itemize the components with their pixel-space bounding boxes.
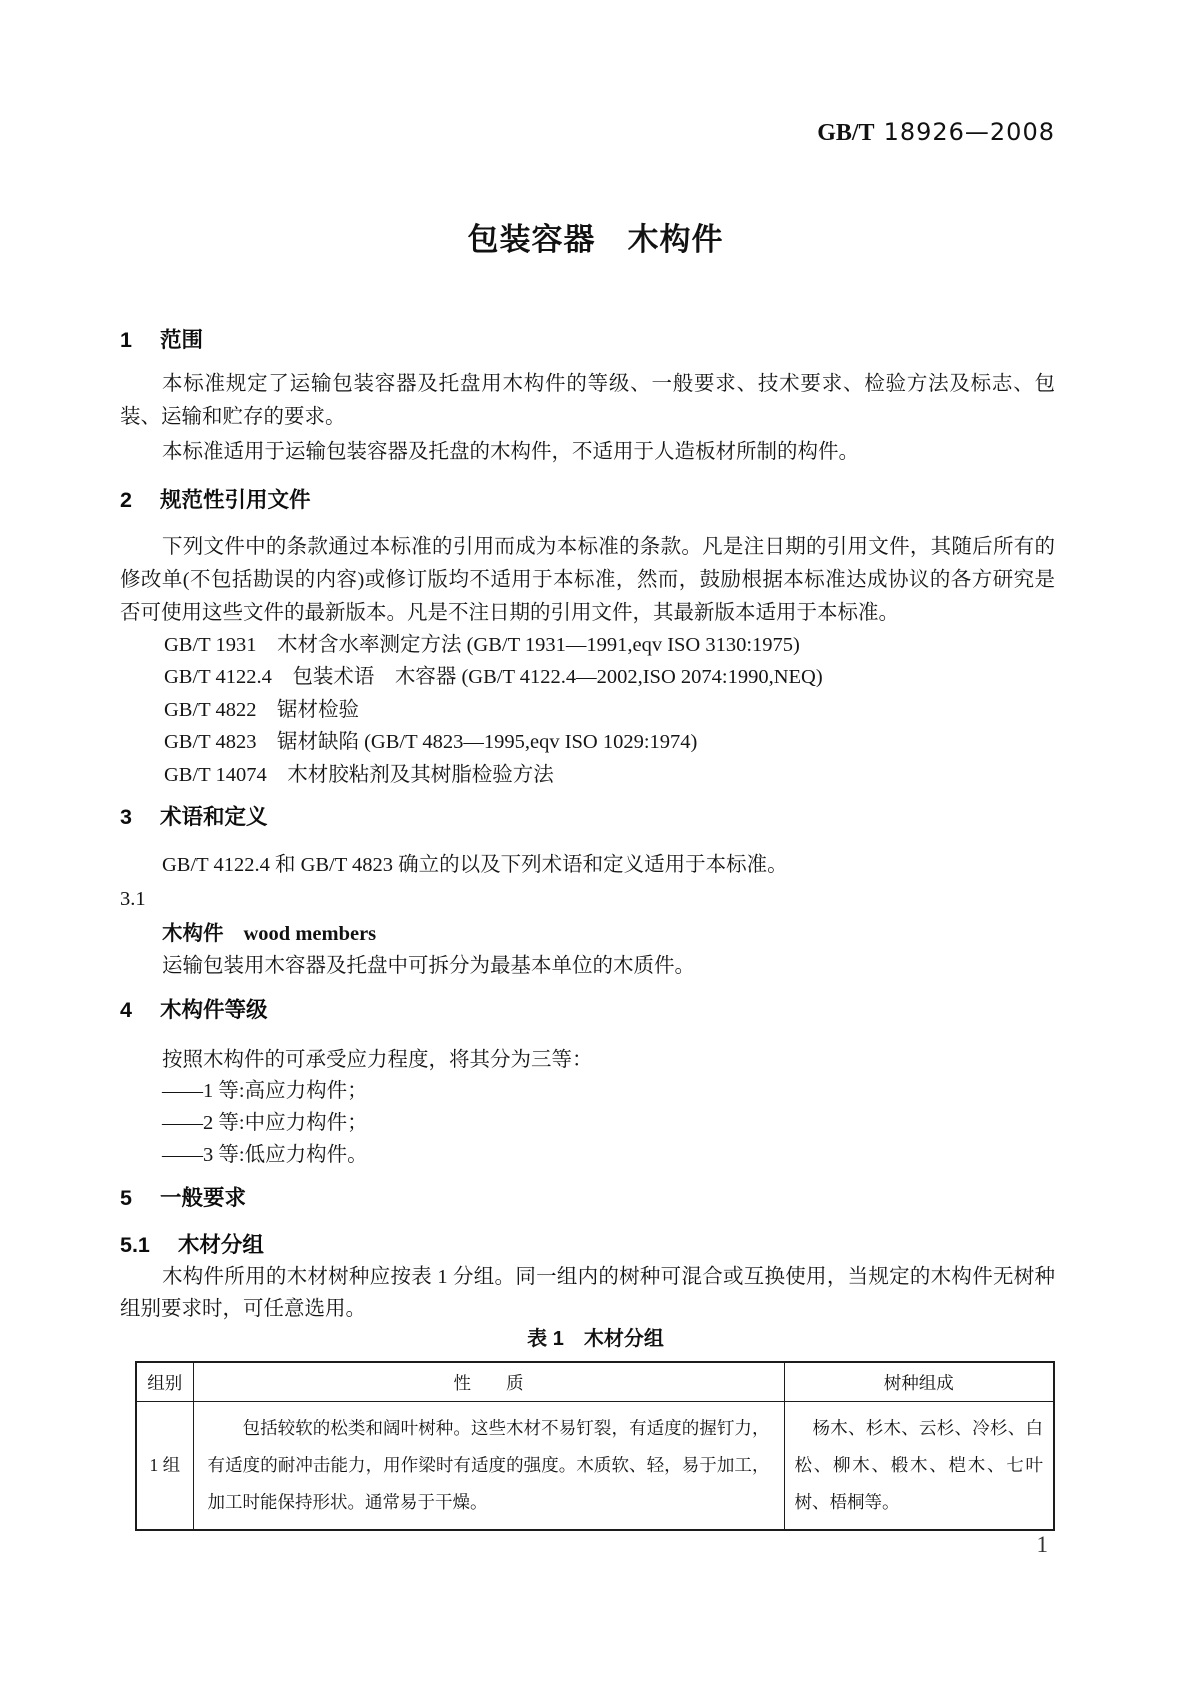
section-4-title: 木构件等级: [159, 998, 268, 1022]
section-1-number: 1: [120, 328, 132, 352]
grade-item-3: ——3 等:低应力构件。: [162, 1144, 368, 1166]
section-4-number: 4: [120, 998, 132, 1022]
section-1-heading: [120, 327, 203, 353]
wood-grouping-table: [135, 1361, 1055, 1531]
table-cell-species: 杨木、杉木、云杉、冷杉、白松、柳木、椴木、桤木、七叶树、梧桐等。: [784, 1402, 1054, 1531]
section-1-title: 范围: [159, 328, 203, 352]
grade-item-1: ——1 等:高应力构件；: [162, 1080, 368, 1102]
section-2-number: 2: [120, 488, 132, 512]
grade-item-2: ——2 等:中应力构件；: [162, 1112, 368, 1134]
section-5-title: 一般要求: [159, 1186, 246, 1210]
page-number: 1: [1036, 1532, 1048, 1557]
table-row: [136, 1402, 1054, 1531]
grade-list: [120, 1075, 368, 1171]
reference-item: GB/T 1931 木材含水率测定方法 (GB/T 1931—1991,eqv ISO 3130:1975): [164, 634, 800, 656]
table-header-species: 树种组成: [784, 1362, 1054, 1402]
section-4-intro: 按照木构件的可承受应力程度，将其分为三等：: [162, 1049, 593, 1071]
table-header-row: [136, 1362, 1054, 1402]
section-5-number: 5: [120, 1186, 132, 1210]
section-5-heading: [120, 1185, 246, 1211]
reference-item: GB/T 4822 锯材检验: [164, 698, 359, 721]
table-cell-property: 包括较软的松类和阔叶树种。这些木材不易钉裂，有适度的握钉力，有适度的耐冲击能力，用作梁时有适度的强度。木质软、轻，易于加工，加工时能保持形状。通常易于干燥。: [193, 1402, 784, 1531]
clause-3-1-number: 3.1: [120, 888, 146, 910]
term-chinese: 木构件: [162, 922, 224, 945]
reference-item: GB/T 4122.4 包装术语 木容器 (GB/T 4122.4—2002,ISO 2074:1990,NEQ): [164, 666, 823, 689]
section-1-paragraph-1: 本标准规定了运输包装容器及托盘用木构件的等级、一般要求、技术要求、检验方法及标志、包装、运输和贮存的要求。: [120, 373, 1055, 428]
term-english: wood members: [243, 923, 377, 945]
section-2-intro: 下列文件中的条款通过本标准的引用而成为本标准的条款。凡是注日期的引用文件，其随后所有的修改单(不包括勘误的内容)或修订版均不适用于本标准，然而，鼓励根据本标准达成协议的各方研究是否可使用这些文件的最新版本。凡是不注日期的引用文件，其最新版本适用于本标准。: [120, 536, 1055, 624]
term-definition-text: 运输包装用木容器及托盘中可拆分为最基本单位的木质件。: [162, 955, 695, 977]
table-1-caption: 表 1 木材分组: [527, 1328, 664, 1350]
normative-references-list: [120, 629, 823, 791]
standard-code: [817, 118, 1055, 147]
section-3-intro: GB/T 4122.4 和 GB/T 4823 确立的以及下列术语和定义适用于本标准。: [162, 854, 788, 876]
section-1-paragraph-2: 本标准适用于运输包装容器及托盘的木构件，不适用于人造板材所制的构件。: [162, 441, 859, 463]
section-3-title: 术语和定义: [159, 805, 268, 829]
clause-5-1-heading: [120, 1232, 264, 1258]
reference-item: GB/T 14074 木材胶粘剂及其树脂检验方法: [164, 763, 554, 786]
section-3-heading: [120, 804, 267, 830]
reference-item: GB/T 4823 锯材缺陷 (GB/T 4823—1995,eqv ISO 1029:1974): [164, 731, 698, 754]
clause-5-1-paragraph: 木构件所用的木材树种应按表 1 分组。同一组内的树种可混合或互换使用，当规定的木构件无树种组别要求时，可任意选用。: [120, 1266, 1055, 1320]
table-header-group: 组别: [136, 1362, 193, 1402]
document-title: 包装容器 木构件: [467, 222, 724, 257]
section-4-heading: [120, 997, 267, 1023]
section-2-title: 规范性引用文件: [159, 488, 311, 512]
section-3-number: 3: [120, 805, 132, 829]
table-1-wood-grouping: [135, 1361, 1055, 1531]
table-header-property: 性 质: [193, 1362, 784, 1402]
section-2-heading: [120, 487, 310, 513]
clause-5-1-title: 木材分组: [177, 1233, 264, 1257]
clause-5-1-number: 5.1: [120, 1233, 150, 1257]
table-cell-group: 1 组: [136, 1402, 193, 1531]
standard-code-number: 18926—2008: [883, 118, 1055, 146]
term-definition-heading: [120, 919, 376, 949]
standard-code-prefix: GB/T: [817, 120, 875, 146]
